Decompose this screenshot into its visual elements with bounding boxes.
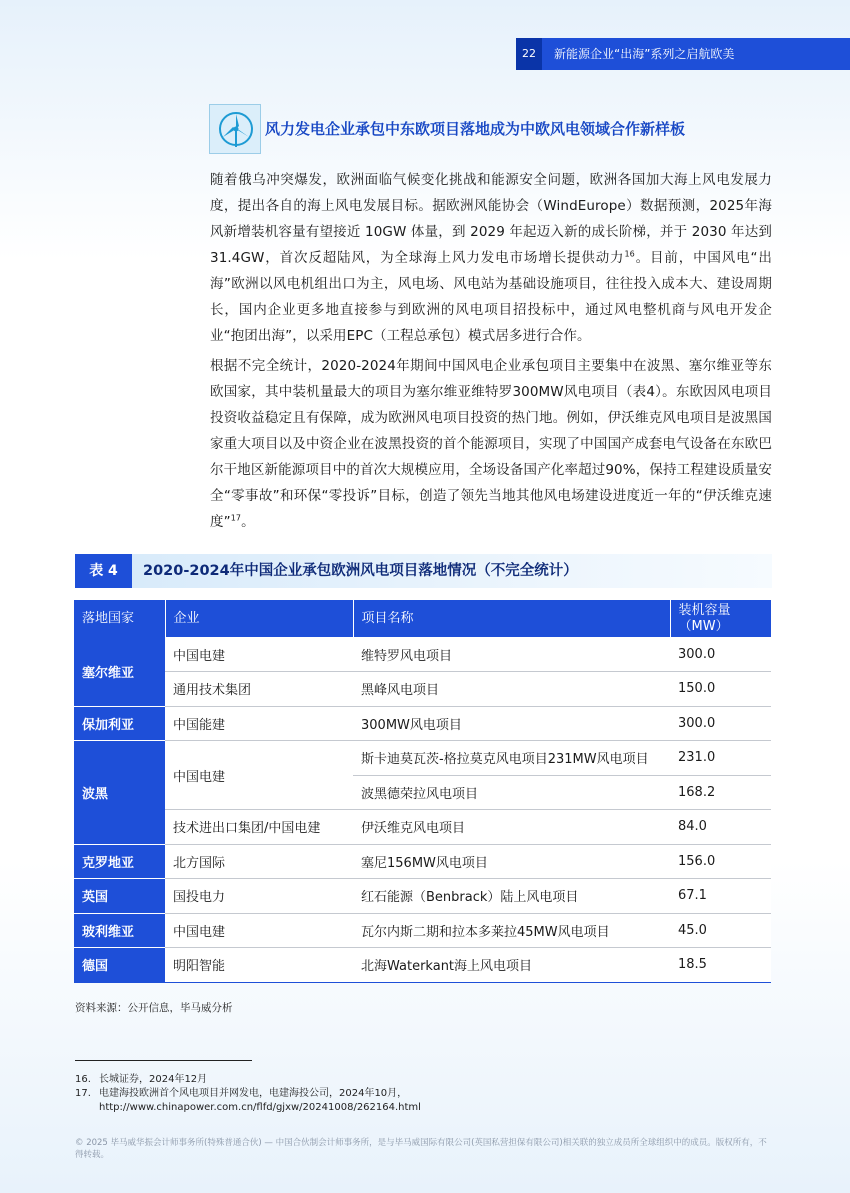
header-project: 项目名称 — [353, 600, 670, 637]
footnote-text: 长城证券，2024年12月 — [99, 1074, 208, 1085]
header-title: 新能源企业“出海”系列之启航欧美 — [554, 47, 735, 61]
company-cell: 北方国际 — [165, 844, 353, 879]
company-cell: 中国能建 — [165, 706, 353, 741]
footnote-number: 16. — [75, 1074, 91, 1085]
page-number: 22 — [516, 38, 542, 70]
capacity-cell: 84.0 — [670, 810, 771, 845]
table-row — [74, 879, 771, 914]
paragraph-2-text-after: 。 — [241, 514, 255, 530]
project-cell: 黑峰风电项目 — [353, 672, 670, 707]
company-cell: 国投电力 — [165, 879, 353, 914]
footnote-16 — [75, 1073, 675, 1087]
table-row — [74, 948, 771, 983]
header-company: 企业 — [165, 600, 353, 637]
project-cell: 伊沃维克风电项目 — [353, 810, 670, 845]
capacity-cell: 67.1 — [670, 879, 771, 914]
footnote-number: 17. — [75, 1088, 91, 1099]
country-cell: 德国 — [74, 948, 165, 983]
paragraph-1-text-after: 。目前，中国风电“出海”欧洲以风电机组出口为主，风电场、风电站为基础设施项目，往往投入成本大、建设周期长，国内企业更多地直接参与到欧洲的风电项目招投标中，通过风电整机商与风电开发企业“抱团出海”，以采用EPC（工程总承包）模式居多进行合作。 — [210, 250, 772, 344]
project-cell: 300MW风电项目 — [353, 706, 670, 741]
company-cell: 明阳智能 — [165, 948, 353, 983]
table-caption — [75, 554, 772, 588]
table-row — [74, 844, 771, 879]
capacity-cell: 300.0 — [670, 706, 771, 741]
section-title: 风力发电企业承包中东欧项目落地成为中欧风电领域合作新样板 — [265, 120, 686, 138]
company-cell: 通用技术集团 — [165, 672, 353, 707]
project-cell: 波黑德荣拉风电项目 — [353, 775, 670, 810]
footnote-text — [99, 1087, 675, 1115]
project-cell: 北海Waterkant海上风电项目 — [353, 948, 670, 983]
country-cell: 波黑 — [74, 741, 165, 845]
table-row — [74, 672, 771, 707]
footnote-17 — [75, 1087, 675, 1115]
table-header-row — [74, 600, 771, 637]
footnote-text-line: 电建海投欧洲首个风电项目并网发电，电建海投公司，2024年10月， — [99, 1088, 408, 1099]
country-cell: 英国 — [74, 879, 165, 914]
table-row — [74, 637, 771, 672]
copyright-notice: © 2025 毕马威华振会计师事务所(特殊普通合伙) — 中国合伙制会计师事务所，是与毕马威国际有限公司(英国私营担保有限公司)相关联的独立成员所全球组织中的成员。版权所有，不得转载。 — [75, 1138, 767, 1160]
capacity-cell: 300.0 — [670, 637, 771, 672]
company-cell: 技术进出口集团/中国电建 — [165, 810, 353, 845]
paragraph-1 — [210, 167, 772, 349]
company-cell: 中国电建 — [165, 637, 353, 672]
table-tag: 表 4 — [75, 554, 132, 588]
company-cell: 中国电建 — [165, 741, 353, 810]
capacity-cell: 168.2 — [670, 775, 771, 810]
country-cell: 保加利亚 — [74, 706, 165, 741]
header-capacity: 装机容量（MW） — [670, 600, 771, 637]
projects-table — [74, 600, 771, 983]
capacity-cell: 18.5 — [670, 948, 771, 983]
country-cell: 塞尔维亚 — [74, 637, 165, 706]
wind-turbine-icon — [209, 104, 261, 154]
header-band — [516, 38, 850, 70]
header-country: 落地国家 — [74, 600, 165, 637]
capacity-cell: 150.0 — [670, 672, 771, 707]
table-row — [74, 741, 771, 776]
project-cell: 红石能源（Benbrack）陆上风电项目 — [353, 879, 670, 914]
table-row — [74, 706, 771, 741]
footnote-link[interactable]: http://www.chinapower.com.cn/flfd/gjxw/20241008/262164.html — [99, 1102, 421, 1113]
table-row — [74, 913, 771, 948]
country-cell: 玻利维亚 — [74, 913, 165, 948]
capacity-cell: 231.0 — [670, 741, 771, 776]
project-cell: 斯卡迪莫瓦茨-格拉莫克风电项目231MW风电项目 — [353, 741, 670, 776]
capacity-cell: 156.0 — [670, 844, 771, 879]
project-cell: 塞尼156MW风电项目 — [353, 844, 670, 879]
table-row — [74, 810, 771, 845]
footnote-divider — [75, 1060, 252, 1061]
table-title: 2020-2024年中国企业承包欧洲风电项目落地情况（不完全统计） — [143, 563, 578, 579]
project-cell: 维特罗风电项目 — [353, 637, 670, 672]
paragraph-2-text: 根据不完全统计，2020-2024年期间中国风电企业承包项目主要集中在波黑、塞尔维亚等东欧国家，其中装机量最大的项目为塞尔维亚维特罗300MW风电项目（表4）。东欧因风电项目投资收益稳定且有保障，成为欧洲风电项目投资的热门地。例如，伊沃维克风电项目是波黑国家重大项目以及中资企业在波黑投资的首个能源项目，实现了中国国产成套电气设备在东欧巴尔干地区新能源项目中的首次大规模应用，全场设备国产化率超过90%，保持工程建设质量安全“零事故”和环保“零投诉”目标，创造了领先当地其他风电场建设进度近一年的“伊沃维克速度” — [210, 358, 772, 530]
paragraph-2 — [210, 353, 772, 535]
table-source: 资料来源：公开信息，毕马威分析 — [75, 1002, 233, 1014]
paragraph-1-text: 随着俄乌冲突爆发，欧洲面临气候变化挑战和能源安全问题，欧洲各国加大海上风电发展力度，提出各自的海上风电发展目标。据欧洲风能协会（WindEurope）数据预测，2025年海风新增装机容量有望接近 10GW 体量，到 2029 年起迈入新的成长阶梯，并于 2030 年达到31.4GW，首次反超陆风，为全球海上风力发电市场增长提供动力 — [210, 172, 772, 266]
country-cell: 克罗地亚 — [74, 844, 165, 879]
footnotes — [75, 1073, 675, 1115]
footnote-ref-17[interactable]: 17 — [230, 513, 242, 523]
company-cell: 中国电建 — [165, 913, 353, 948]
capacity-cell: 45.0 — [670, 913, 771, 948]
project-cell: 瓦尔内斯二期和拉本多莱拉45MW风电项目 — [353, 913, 670, 948]
section-heading — [209, 104, 771, 154]
footnote-ref-16[interactable]: 16 — [624, 249, 635, 259]
